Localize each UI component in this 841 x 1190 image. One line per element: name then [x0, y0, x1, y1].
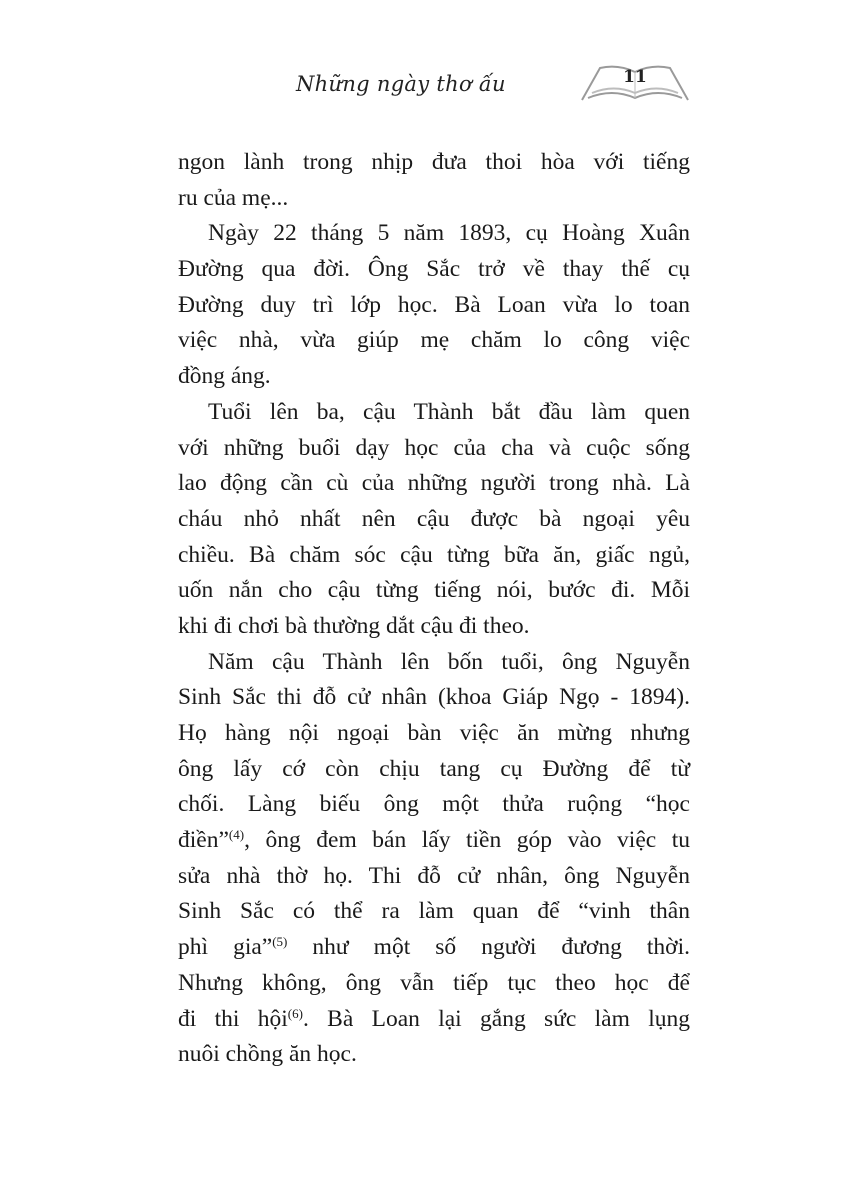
text-line [178, 216, 690, 252]
text-line [178, 1037, 690, 1073]
line-text: ru của mẹ... [178, 184, 289, 211]
line-text: Năm cậu Thành lên bốn tuổi, ông Nguyễn [208, 648, 690, 675]
line-text: Sinh Sắc thi đỗ cử nhân (khoa Giáp Ngọ - 1894). [178, 684, 690, 711]
line-text: ngon lành trong nhịp đưa thoi hòa với tiếng [178, 149, 690, 175]
line-text: , ông đem bán lấy tiền góp vào việc tu [244, 827, 690, 854]
line-text: sửa nhà thờ họ. Thi đỗ cử nhân, ông Nguyễn [178, 862, 690, 889]
text-line [178, 966, 690, 1002]
page-number-badge [578, 62, 692, 104]
footnote-reference: (6) [287, 1005, 303, 1021]
line-text: việc nhà, vừa giúp mẹ chăm lo công việc [178, 327, 690, 354]
text-line [178, 466, 690, 502]
line-text: với những buổi dạy học của cha và cuộc sống [178, 434, 690, 461]
text-line [178, 930, 690, 966]
text-line [178, 1002, 690, 1038]
line-text: chiều. Bà chăm sóc cậu từng bữa ăn, giấc ngủ, [178, 541, 690, 568]
line-text: Tuổi lên ba, cậu Thành bắt đầu làm quen [208, 398, 690, 425]
text-line [178, 787, 690, 823]
text-line [178, 288, 690, 324]
text-line [178, 181, 690, 217]
text-line [178, 538, 690, 574]
line-text: đi thi hội [178, 1005, 288, 1032]
text-line [178, 252, 690, 288]
line-text: Đường duy trì lớp học. Bà Loan vừa lo toan [178, 291, 690, 318]
text-line [178, 609, 690, 645]
text-line [178, 859, 690, 895]
line-text: lao động cần cù của những người trong nhà. Là [178, 470, 690, 497]
text-line [178, 573, 690, 609]
line-text: uốn nắn cho cậu từng tiếng nói, bước đi. Mỗi [178, 577, 690, 604]
line-text: đồng áng. [178, 363, 271, 390]
line-text: Nhưng không, ông vẫn tiếp tục theo học để [178, 969, 690, 996]
line-text: như một số người đương thời. [287, 934, 690, 961]
line-text: chối. Làng biếu ông một thửa ruộng “học [178, 791, 690, 818]
text-line [178, 359, 690, 395]
line-text: cháu nhỏ nhất nên cậu được bà ngoại yêu [178, 505, 690, 532]
text-line [178, 716, 690, 752]
text-line [178, 145, 690, 181]
text-line [178, 823, 690, 859]
running-title: Những ngày thơ ấu [296, 72, 506, 96]
body-text [178, 145, 690, 1073]
text-line [178, 431, 690, 467]
text-line [178, 680, 690, 716]
text-line [178, 502, 690, 538]
line-text: khi đi chơi bà thường dắt cậu đi theo. [178, 612, 530, 639]
line-text: Đường qua đời. Ông Sắc trở về thay thế cụ [178, 256, 690, 283]
line-text: ông lấy cớ còn chịu tang cụ Đường để từ [178, 755, 690, 782]
text-line [178, 645, 690, 681]
text-line [178, 395, 690, 431]
line-text: . Bà Loan lại gắng sức làm lụng [302, 1005, 691, 1032]
text-line [178, 894, 690, 930]
text-line [178, 323, 690, 359]
text-line [178, 752, 690, 788]
footnote-reference: (5) [272, 934, 288, 950]
line-text: nuôi chồng ăn học. [178, 1041, 357, 1068]
line-text: phì gia” [178, 934, 273, 961]
page-number: 11 [623, 67, 647, 87]
line-text: điền” [178, 827, 229, 854]
line-text: Sinh Sắc có thể ra làm quan để “vinh thân [178, 898, 690, 925]
line-text: Ngày 22 tháng 5 năm 1893, cụ Hoàng Xuân [208, 220, 690, 247]
line-text: Họ hàng nội ngoại bàn việc ăn mừng nhưng [178, 720, 690, 746]
footnote-reference: (4) [228, 827, 245, 843]
